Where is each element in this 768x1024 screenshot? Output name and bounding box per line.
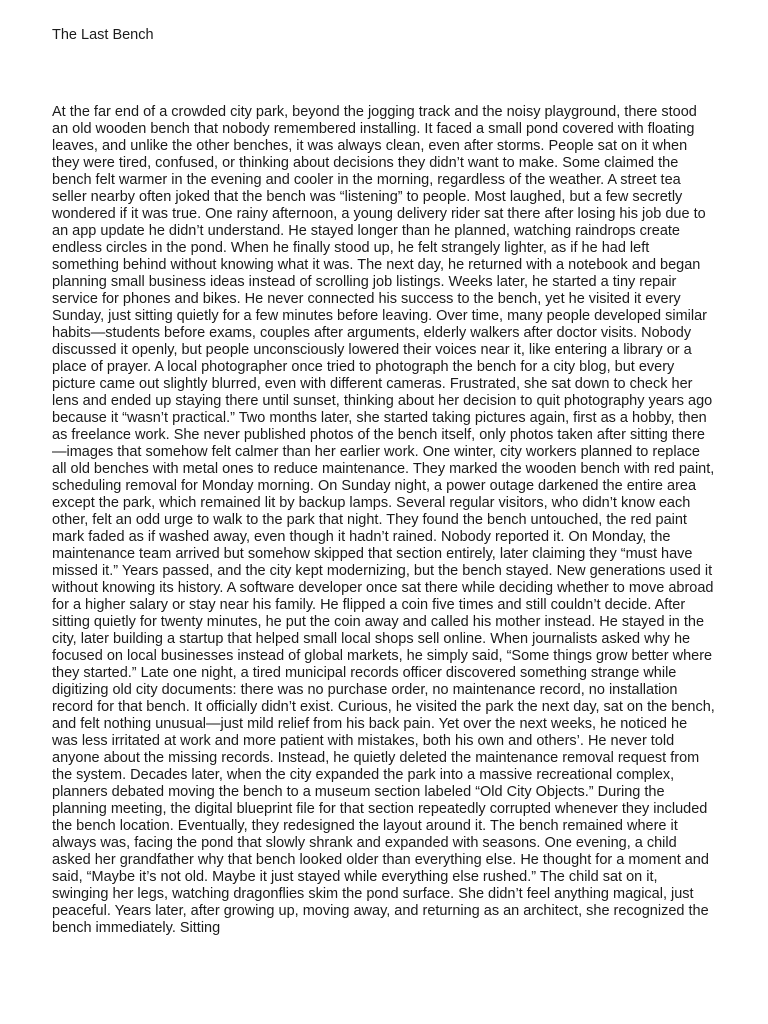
- document-title: The Last Bench: [52, 27, 154, 43]
- document-body-paragraph: At the far end of a crowded city park, beyond the jogging track and the noisy playground, there stood an old wooden bench that nobody remembered installing. It faced a small pond covered with floating leaves, and unlike the other benches, it was always clean, even after storms. People sat on it when they were tired, confused, or thinking about decisions they didn’t want to make. Some claimed the bench felt warmer in the evening and cooler in the morning, regardless of the weather. A street tea seller nearby often joked that the bench was “listening” to people. Most laughed, but a few secretly wondered if it was true. One rainy afternoon, a young delivery rider sat there after losing his job due to an app update he didn’t understand. He stayed longer than he planned, watching raindrops create endless circles in the pond. When he finally stood up, he felt strangely lighter, as if he had left something behind without knowing what it was. The next day, he returned with a notebook and began planning small business ideas instead of scrolling job listings. Weeks later, he started a tiny repair service for phones and bikes. He never connected his success to the bench, yet he visited it every Sunday, just sitting quietly for a few minutes before leaving. Over time, many people developed similar habits—students before exams, couples after arguments, elderly walkers after doctor visits. Nobody discussed it openly, but people unconsciously lowered their voices near it, like entering a library or a place of prayer. A local photographer once tried to photograph the bench for a city blog, but every picture came out slightly blurred, even with different cameras. Frustrated, she sat down to check her lens and ended up staying there until sunset, thinking about her decision to quit photography years ago because it “wasn’t practical.” Two months later, she started taking pictures again, first as a hobby, then as freelance work. She never published photos of the bench itself, only photos taken after sitting there—images that somehow felt calmer than her earlier work. One winter, city workers planned to replace all old benches with metal ones to reduce maintenance. They marked the wooden bench with red paint, scheduling removal for Monday morning. On Sunday night, a power outage darkened the entire area except the park, which remained lit by backup lamps. Several regular visitors, who didn’t know each other, felt an odd urge to walk to the park that night. They found the bench untouched, the red paint mark faded as if washed away, even though it hadn’t rained. Nobody reported it. On Monday, the maintenance team arrived but somehow skipped that section entirely, later claiming they “must have missed it.” Years passed, and the city kept modernizing, but the bench stayed. New generations used it without knowing its history. A software developer once sat there while deciding whether to move abroad for a higher salary or stay near his family. He flipped a coin five times and still couldn’t decide. After sitting quietly for twenty minutes, he put the coin away and called his mother instead. He stayed in the city, later building a startup that helped small local shops sell online. When journalists asked why he focused on local businesses instead of global markets, he simply said, “Some things grow better where they started.” Late one night, a tired municipal records officer discovered something strange while digitizing old city documents: there was no purchase order, no maintenance record, no installation record for that bench. It officially didn’t exist. Curious, he visited the park the next day, sat on the bench, and felt nothing unusual—just mild relief from his back pain. Yet over the next weeks, he noticed he was less irritated at work and more patient with mistakes, both his own and others’. He never told anyone about the missing records. Instead, he quietly deleted the maintenance removal request from the system. Decades later, when the city expanded the park into a massive recreational complex, planners debated moving the bench to a museum section labeled “Old City Objects.” During the planning meeting, the digital blueprint file for that section repeatedly corrupted whenever they included the bench location. Eventually, they redesigned the layout around it. The bench remained where it always was, facing the pond that slowly shrank and expanded with seasons. One evening, a child asked her grandfather why that bench looked older than everything else. He thought for a moment and said, “Maybe it’s not old. Maybe it just stayed while everything else rushed.” The child sat on it, swinging her legs, watching dragonflies skim the pond surface. She didn’t feel anything magical, just peaceful. Years later, after growing up, moving away, and returning as an architect, she recognized the bench immediately. Sitting: [52, 104, 715, 936]
